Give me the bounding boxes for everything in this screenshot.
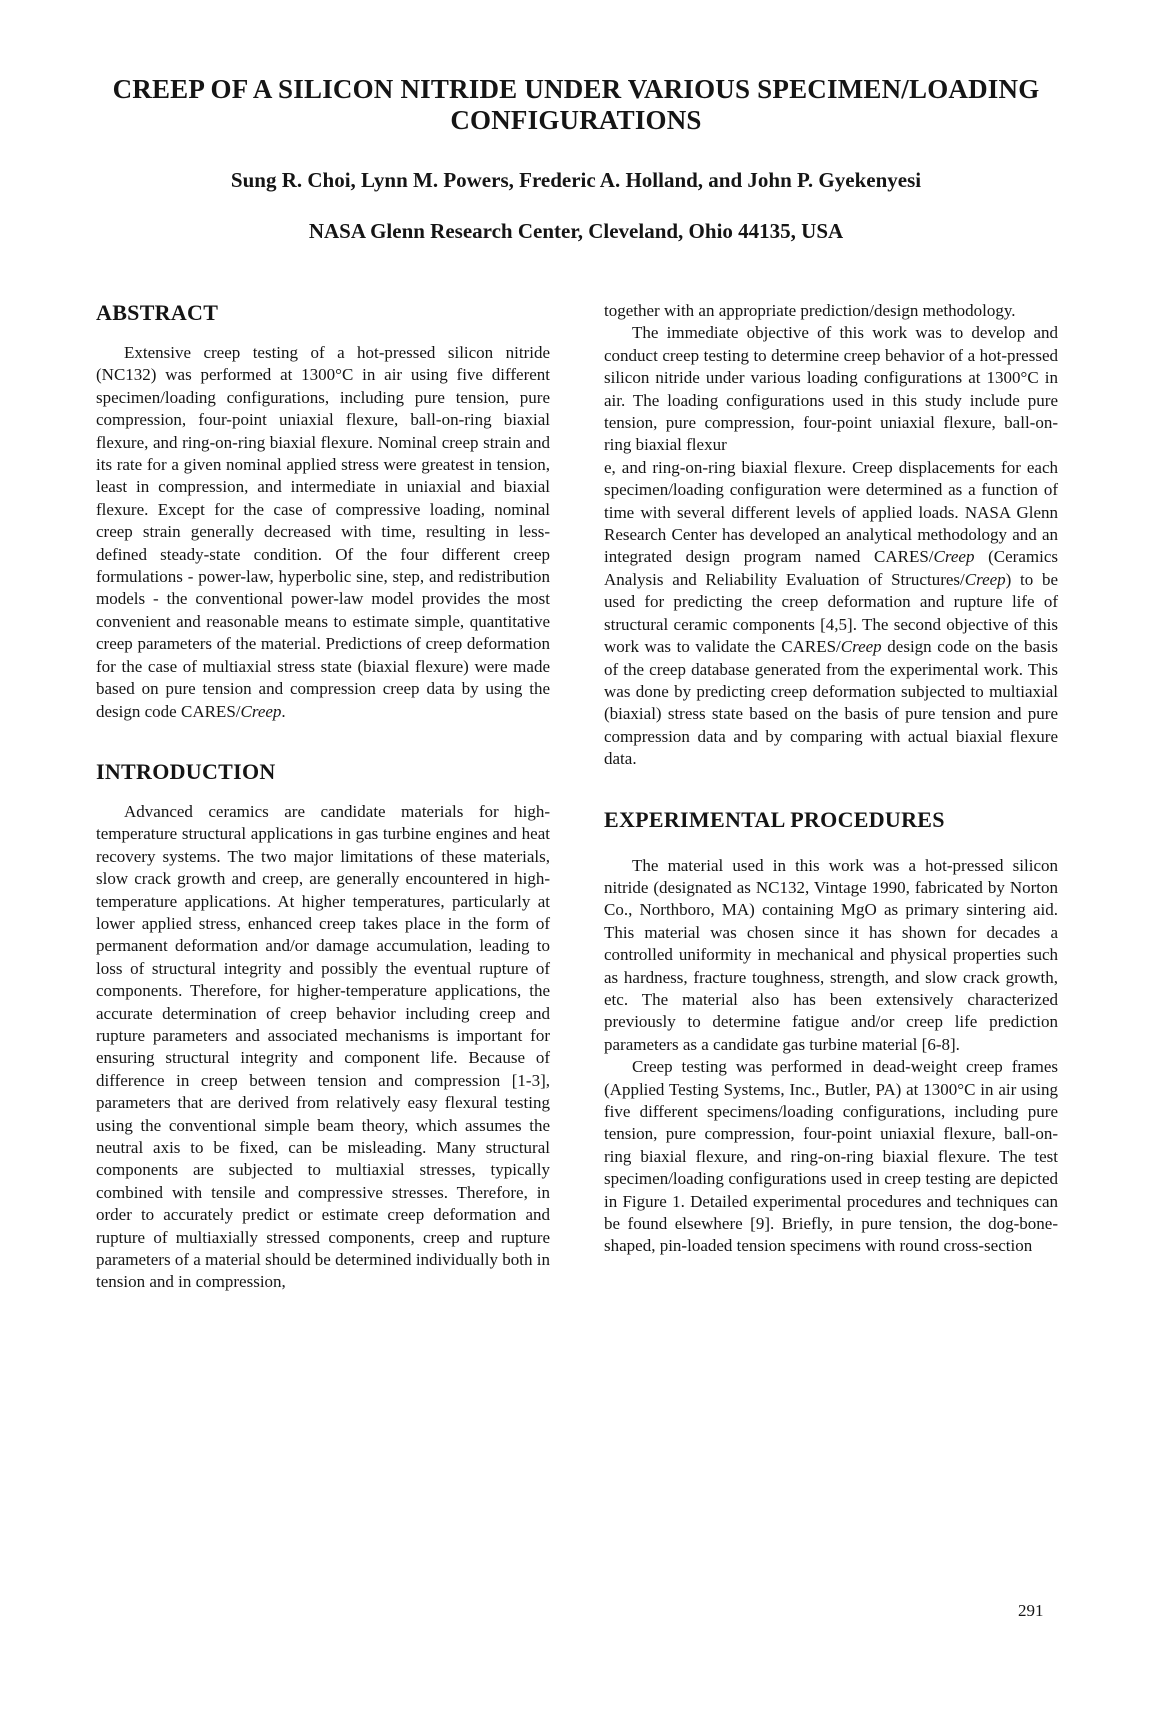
abstract-text-end: . bbox=[281, 701, 286, 721]
abstract-text: Extensive creep testing of a hot-pressed silicon nitride (NC132) was performed at 1300°C in air using five different specimen/loading configurations, including pure tension, pure compression, four-point uniaxial flexure, ball-on-ring biaxial flexure, and ring-on-ring biaxial flexure. Nominal creep strain and its rate for a given nominal applied stress were greatest in tension, least in compression, and intermediate in uniaxial and biaxial flexure. Except for the case of compressive loading, nominal creep strain generally decreased with time, resulting in less-defined steady-state condition. Of the four different creep formulations - power-law, hyperbolic sine, step, and redistribution models - the conventional power-law model provides the most convenient and reasonable means to estimate simple, quantitative creep parameters of the material. Predictions of creep deformation for the case of multiaxial stress state (biaxial flexure) were made based on pure tension and compression creep data by using the design code CARES/ bbox=[96, 343, 550, 721]
paper-header bbox=[0, 74, 1152, 243]
introduction-paragraph-3 bbox=[604, 457, 1058, 771]
page-number: 291 bbox=[1018, 1601, 1044, 1620]
right-column bbox=[604, 300, 1058, 1258]
abstract-italic: Creep bbox=[240, 701, 282, 721]
intro-p3-italic-1: Creep bbox=[933, 547, 975, 567]
intro-p3-text-b: (Ceramics Analysis and Reliability Evaluation of Structures/ bbox=[604, 547, 1058, 589]
paper-title: CREEP OF A SILICON NITRIDE UNDER VARIOUS SPECIMEN/LOADING CONFIGURATIONS bbox=[112, 74, 1040, 135]
introduction-paragraph-1: Advanced ceramics are candidate materials for high-temperature structural applications in gas turbine engines and heat recovery systems. The two major limitations of these materials, slow crack growth and creep, are generally encountered in high-temperature applications. At higher temperatures, particularly at lower applied stress, enhanced creep takes place in the form of permanent deformation and/or damage accumulation, leading to loss of structural integrity and possibly the eventual rupture of components. Therefore, for higher-temperature applications, the accurate determination of creep behavior including creep and rupture parameters and associated mechanisms is important for ensuring structural integrity and component life. Because of difference in creep between tension and compression [1-3], parameters that are derived from relatively easy flexural testing using the conventional simple beam theory, which assumes the neutral axis to be fixed, can be misleading. Many structural components are subjected to multiaxial stresses, typically combined with tensile and compressive stresses. Therefore, in order to accurately predict or estimate creep deformation and rupture of multiaxially stressed components, creep and rupture parameters of a material should be determined individually both in tension and in compression, bbox=[96, 801, 550, 1292]
intro-p3-text-a: e, and ring-on-ring biaxial flexure. Creep displacements for each specimen/loading configuration were determined as a function of time with several different levels of applied loads. NASA Glenn Research Center has developed an analytical methodology and an integrated design program named CARES/ bbox=[604, 457, 1058, 567]
experimental-paragraph-2: Creep testing was performed in dead-weight creep frames (Applied Testing Systems, Inc., Butler, PA) at 1300°C in air using five different specimens/loading configurations, including pure tension, pure compression, four-point uniaxial flexure, ball-on-ring biaxial flexure, and ring-on-ring biaxial flexure. The test specimen/loading configurations used in creep testing are depicted in Figure 1. Detailed experimental procedures and techniques can be found elsewhere [9]. Briefly, in pure tension, the dog-bone-shaped, pin-loaded tension specimens with round cross-section bbox=[604, 1057, 1058, 1256]
introduction-paragraph-1-continued: together with an appropriate prediction/design methodology. bbox=[604, 301, 1016, 320]
intro-p3-italic-2: Creep bbox=[964, 569, 1006, 589]
introduction-paragraph-2: The immediate objective of this work was to develop and conduct creep testing to determine creep behavior of a hot-pressed silicon nitride under various loading configurations at 1300°C in air. The loading configurations used in this study include pure tension, pure compression, four-point uniaxial flexure, ball-on-ring biaxial flexur bbox=[604, 323, 1058, 455]
affiliation: NASA Glenn Research Center, Cleveland, Ohio 44135, USA bbox=[308, 219, 844, 243]
author-list: Sung R. Choi, Lynn M. Powers, Frederic A. Holland, and John P. Gyekenyesi bbox=[230, 168, 922, 192]
intro-p3-text-d: design code on the basis of the creep database generated from the experimental work. This was done by predicting creep deformation subjected to multiaxial (biaxial) stress state based on the basis of pure tension and pure compression data and by comparing with actual biaxial flexure data. bbox=[604, 637, 1058, 769]
abstract-heading: ABSTRACT bbox=[96, 300, 219, 325]
intro-p3-text-c: ) to be used for predicting the creep deformation and rupture life of structural ceramic components [4,5]. The second objective of this work was to validate the CARES/ bbox=[604, 569, 1058, 657]
experimental-heading: EXPERIMENTAL PROCEDURES bbox=[604, 806, 945, 832]
abstract-paragraph bbox=[96, 342, 550, 723]
intro-p3-italic-3: Creep bbox=[840, 637, 882, 657]
experimental-paragraph-1: The material used in this work was a hot-pressed silicon nitride (designated as NC132, Vintage 1990, fabricated by Norton Co., Northboro, MA) containing MgO as primary sintering aid. This material was chosen since it has shown for decades a controlled uniformity in mechanical and physical properties such as hardness, fracture toughness, strength, and slow crack growth, etc. The material also has been extensively characterized previously to determine fatigue and/or creep life prediction parameters as a candidate gas turbine material [6-8]. bbox=[604, 855, 1058, 1054]
introduction-heading: INTRODUCTION bbox=[96, 758, 276, 784]
left-column bbox=[96, 300, 550, 1294]
